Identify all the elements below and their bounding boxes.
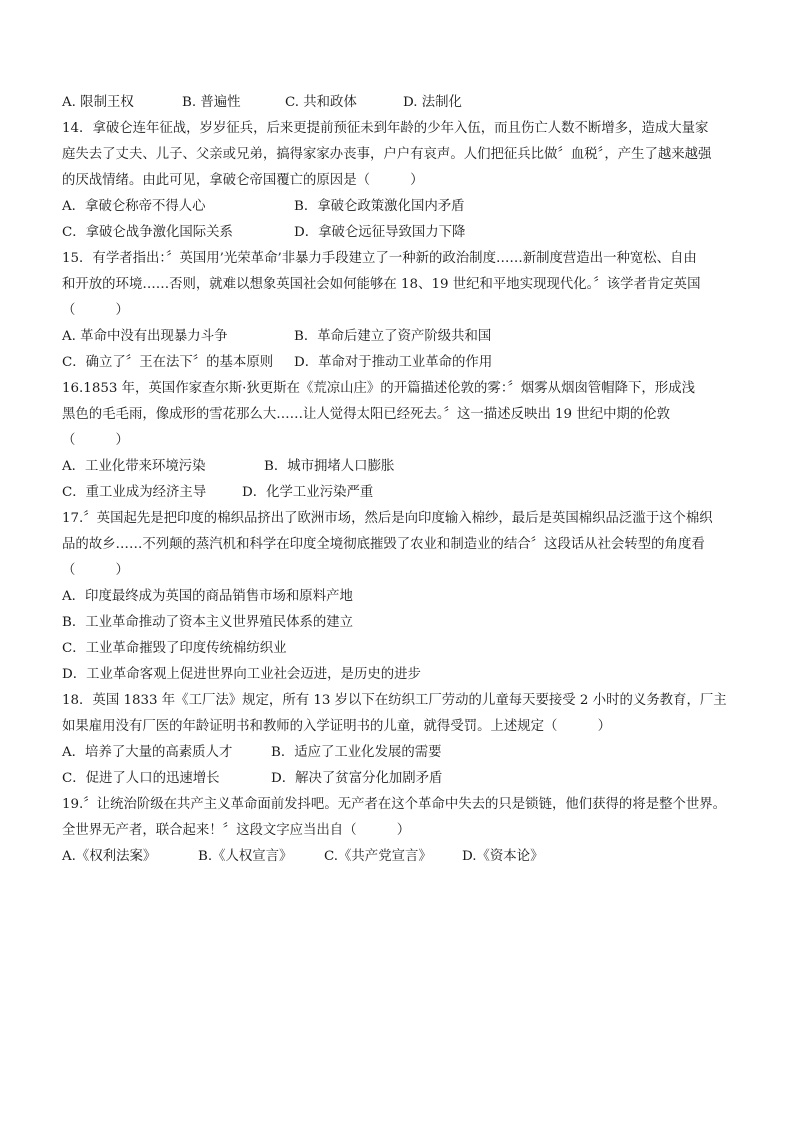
option-b: B．适应了工业化发展的需要 xyxy=(271,745,442,760)
question-stem-line: 14．拿破仑连年征战，岁岁征兵，后来更提前预征未到年龄的少年入伍，而且伤亡人数不断增多，造成大量家 xyxy=(62,121,709,136)
exam-page xyxy=(62,90,734,870)
question-stem-line: 品的故乡……不列颠的蒸汽机和科学在印度全境彻底摧毁了农业和制造业的结合〞这段话从社会转型的角度看 xyxy=(62,537,705,552)
question-options-row xyxy=(62,194,734,220)
q13-option-a: A. 限制王权 xyxy=(62,95,134,110)
question-stem-line: 全世界无产者，联合起来！〞这段文字应当出自（ ） xyxy=(62,823,411,838)
question-19 xyxy=(62,792,734,870)
option-a: A. 革命中没有出现暴力斗争 xyxy=(62,329,228,344)
question-stem-line: （ ） xyxy=(62,563,129,578)
question-stem-line: 19.〞让统治阶级在共产主义革命面前发抖吧。无产者在这个革命中失去的只是锁链，他们获得的将是整个世界。 xyxy=(62,797,727,812)
question-stem-line: 18．英国 1833 年《工厂法》规定，所有 13 岁以下在纺织工厂劳动的儿童每天要接受 2 小时的义务教育，厂主 xyxy=(62,693,727,708)
option-b: B．拿破仑政策激化国内矛盾 xyxy=(294,199,465,214)
question-stem-line: 16.1853 年，英国作家查尔斯·狄更斯在《荒凉山庄》的开篇描述伦敦的雾：〞烟雾从烟囱管帽降下，形成浅 xyxy=(62,381,695,396)
option-a: A．工业化带来环境污染 xyxy=(62,459,206,474)
option-d: D．解决了贫富分化加剧矛盾 xyxy=(271,771,443,786)
option-d: D.《资本论》 xyxy=(462,849,544,864)
question-16 xyxy=(62,376,734,506)
question-stem-line: 和开放的环境……否则，就难以想象英国社会如何能够在 18、19 世纪和平地实现现代化。〞该学者肯定英国 xyxy=(62,277,701,292)
question-options-row xyxy=(62,480,734,506)
question-18 xyxy=(62,688,734,792)
question-stem-line: 的厌战情绪。由此可见，拿破仑帝国覆亡的原因是（ ） xyxy=(62,173,424,188)
option-a: A．培养了大量的高素质人才 xyxy=(62,745,233,760)
question-15 xyxy=(62,246,734,376)
question-stem-line: 15．有学者指出：〞英国用’光荣革命’非暴力手段建立了一种新的政治制度……新制度营造出一种宽松、自由 xyxy=(62,251,697,266)
question-stem-line: 17.〞英国起先是把印度的棉织品挤出了欧洲市场，然后是向印度输入棉纱，最后是英国棉织品泛滥于这个棉织 xyxy=(62,511,713,526)
q13-option-b: B. 普遍性 xyxy=(182,95,241,110)
option-b: B．革命后建立了资产阶级共和国 xyxy=(294,329,492,344)
option-b: B．城市拥堵人口膨胀 xyxy=(264,459,395,474)
q13-option-d: D. 法制化 xyxy=(403,95,462,110)
question-options-row xyxy=(62,454,734,480)
option-c: C.《共产党宣言》 xyxy=(324,849,432,864)
question-stem-line: 如果雇用没有厂医的年龄证明书和教师的入学证明书的儿童，就得受罚。上述规定（ ） xyxy=(62,719,612,734)
option-a: A．印度最终成为英国的商品销售市场和原料产地 xyxy=(62,589,353,604)
question-stem-line: （ ） xyxy=(62,433,129,448)
option-a: A.《权利法案》 xyxy=(62,849,157,864)
question-options-row xyxy=(62,844,734,870)
option-d: D．拿破仑远征导致国力下降 xyxy=(294,225,466,240)
option-b: B．工业革命推动了资本主义世界殖民体系的建立 xyxy=(62,615,354,630)
question-options-row xyxy=(62,220,734,246)
option-c: C．重工业成为经济主导 xyxy=(62,485,207,500)
question-options-row xyxy=(62,766,734,792)
question-stem-line: 庭失去了丈夫、儿子、父亲或兄弟，搞得家家办丧事，户户有哀声。人们把征兵比做〞血税〞，产生了越来越强 xyxy=(62,147,712,162)
question-options-row xyxy=(62,350,734,376)
option-b: B.《人权宣言》 xyxy=(198,849,293,864)
option-c: C．确立了〞王在法下〞的基本原则 xyxy=(62,355,274,370)
option-d: D．化学工业污染严重 xyxy=(242,485,374,500)
question-17 xyxy=(62,506,734,688)
option-c: C．促进了人口的迅速增长 xyxy=(62,771,220,786)
option-c: C．工业革命摧毁了印度传统棉纺织业 xyxy=(62,641,287,656)
q13-option-c: C. 共和政体 xyxy=(285,95,357,110)
question-stem-line: （ ） xyxy=(62,303,129,318)
option-a: A．拿破仑称帝不得人心 xyxy=(62,199,206,214)
option-d: D．革命对于推动工业革命的作用 xyxy=(294,355,493,370)
option-d: D．工业革命客观上促进世界向工业社会迈进，是历史的进步 xyxy=(62,667,421,682)
question-options-row xyxy=(62,324,734,350)
question-stem-line: 黑色的毛毛雨，像成形的雪花那么大……让人觉得太阳已经死去。〞这一描述反映出 19 世纪中期的伦敦 xyxy=(62,407,671,422)
question-14 xyxy=(62,116,734,246)
q13-options xyxy=(62,90,734,116)
option-c: C．拿破仑战争激化国际关系 xyxy=(62,225,233,240)
question-options-row xyxy=(62,740,734,766)
